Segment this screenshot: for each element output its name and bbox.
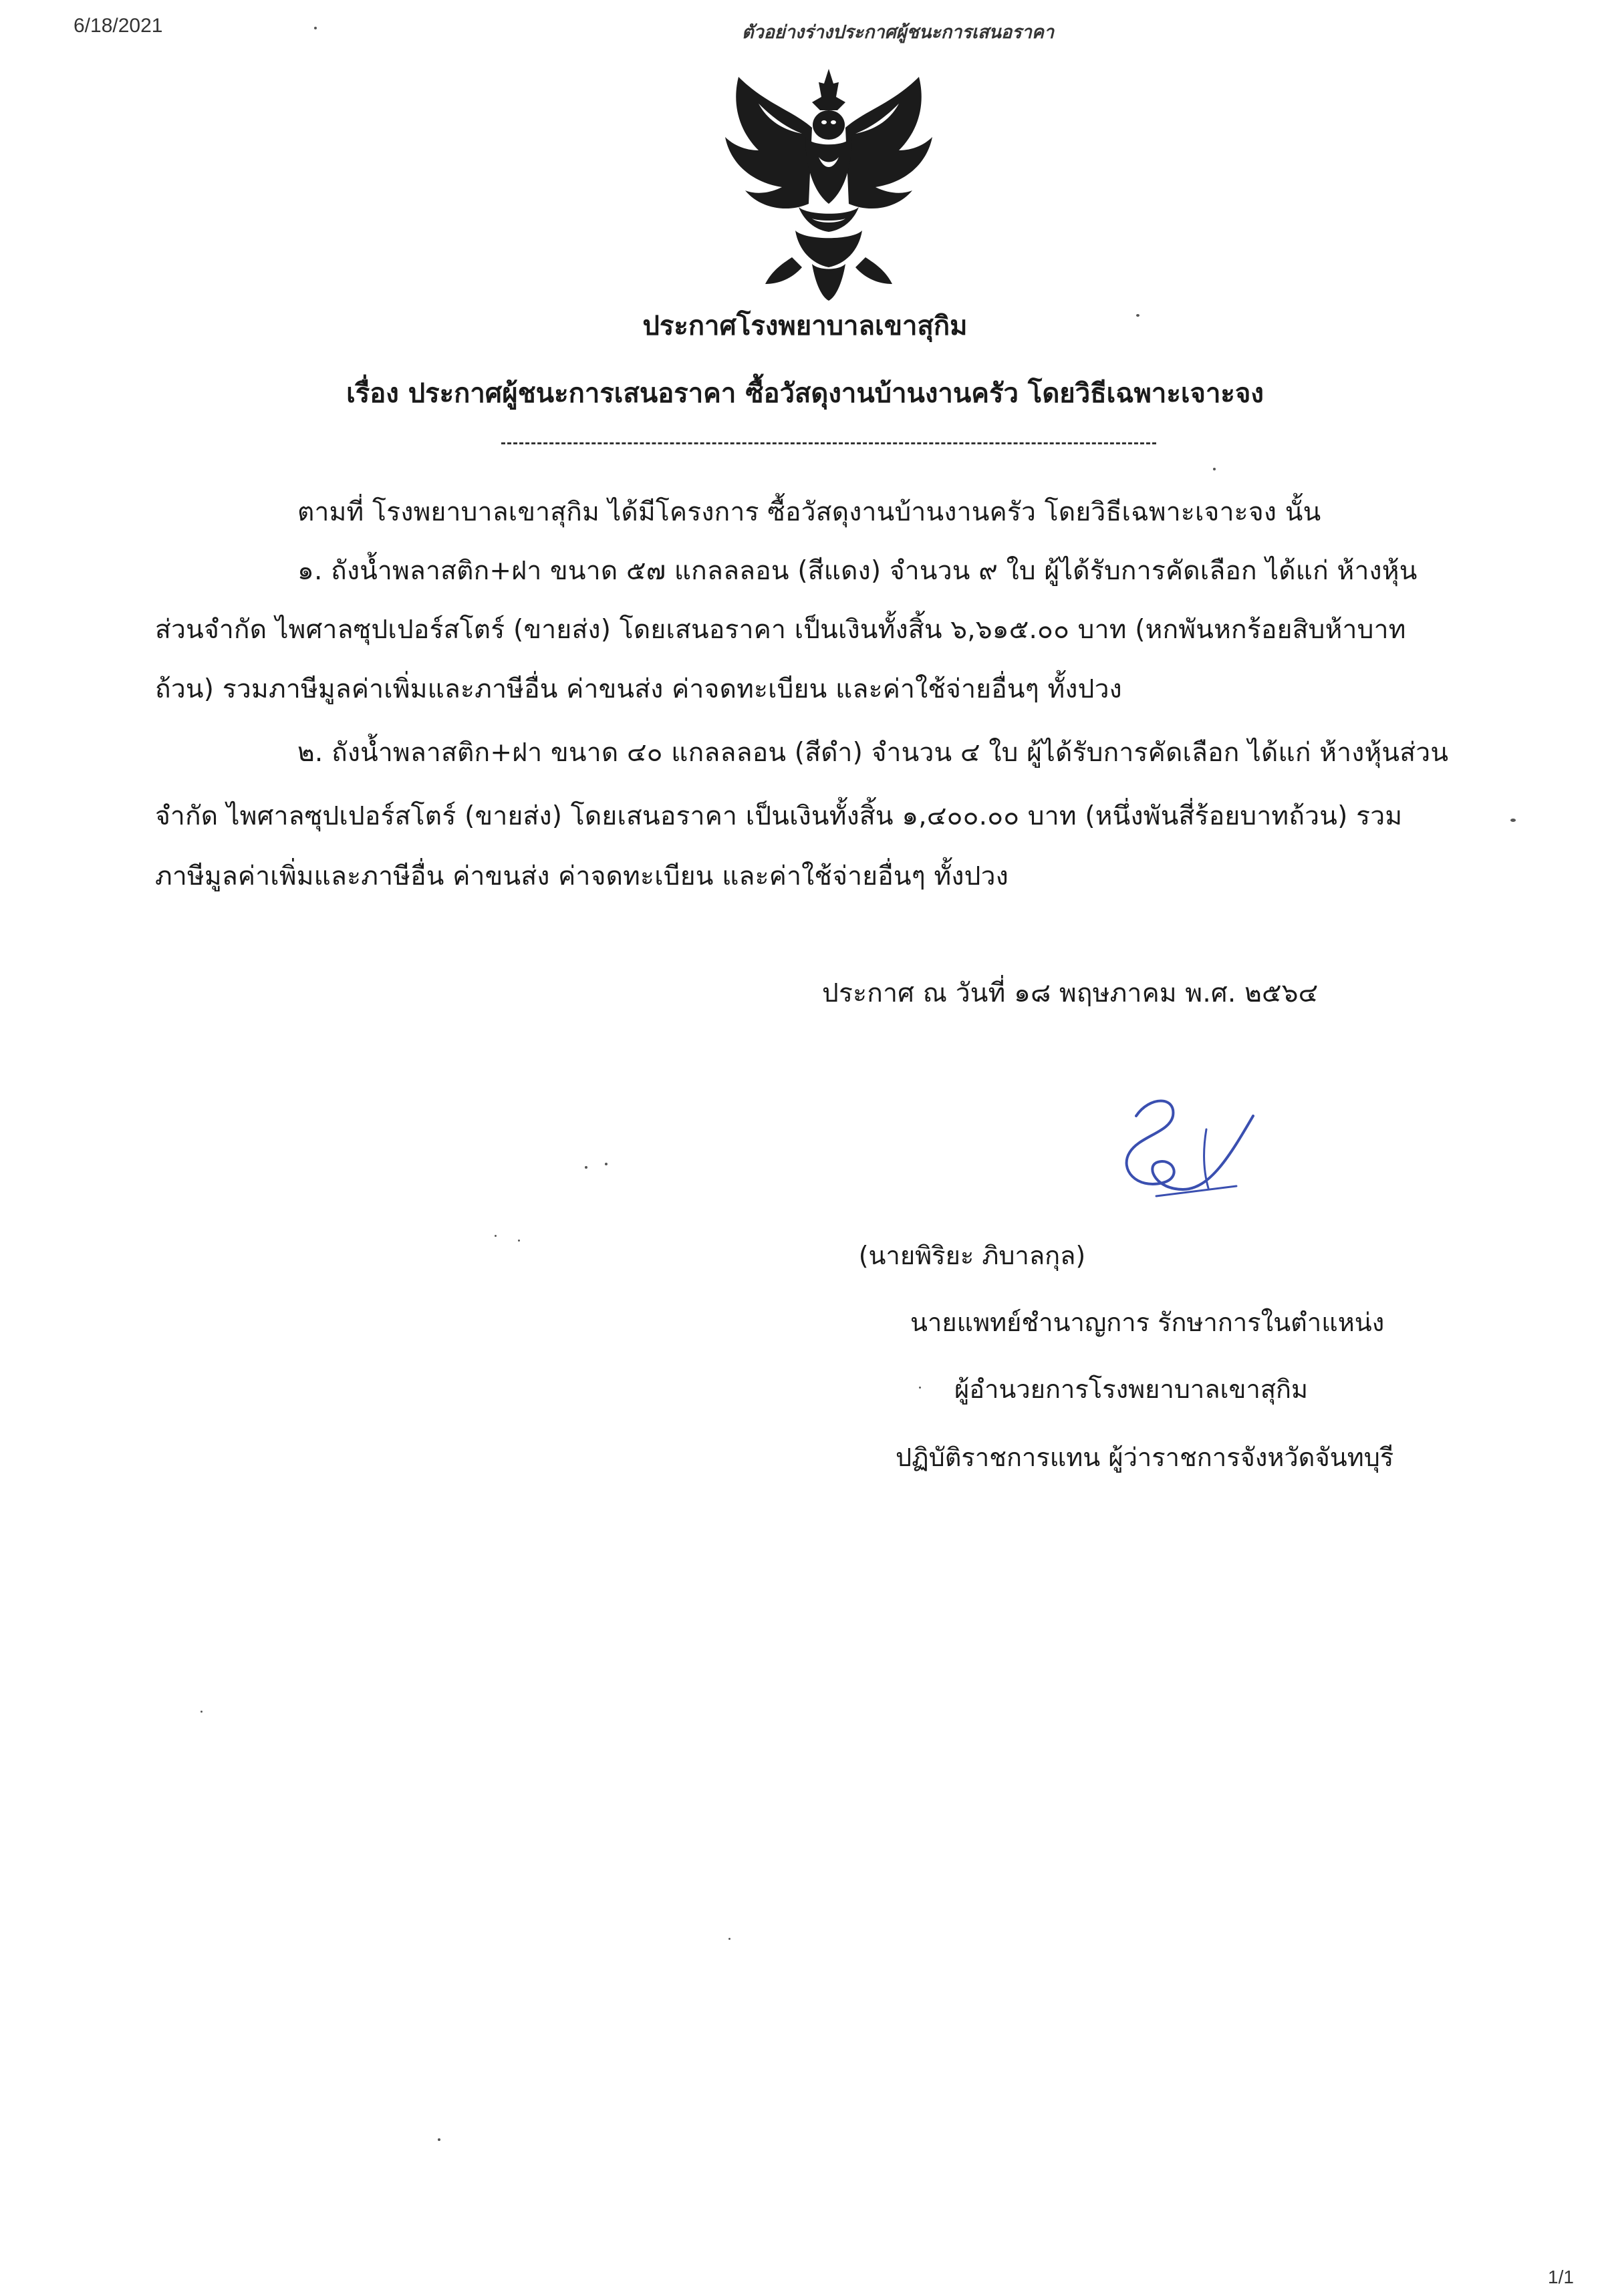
scan-speck <box>314 27 317 29</box>
announcement-subject: เรื่อง ประกาศผู้ชนะการเสนอราคา ซื้อวัสดุงานบ้านงานครัว โดยวิธีเฉพาะเจาะจง <box>346 378 1264 409</box>
scan-speck <box>200 1711 203 1713</box>
item2-line3: ภาษีมูลค่าเพิ่มและภาษีอื่น ค่าขนส่ง ค่าจดทะเบียน และค่าใช้จ่ายอื่นๆ ทั้งปวง <box>155 861 1009 891</box>
item1-line2: ส่วนจำกัด ไพศาลซุปเปอร์สโตร์ (ขายส่ง) โดยเสนอราคา เป็นเงินทั้งสิ้น ๖,๖๑๕.๐๐ บาท (หกพันหกร้อยสิบห้าบาท <box>155 615 1406 645</box>
announcement-heading: ประกาศโรงพยาบาลเขาสุกิม <box>642 311 968 341</box>
scan-speck <box>438 2138 440 2141</box>
scan-speck <box>919 1387 921 1389</box>
dashed-divider <box>501 442 1156 444</box>
signature-image <box>1109 1089 1263 1203</box>
item1-line1: ๑. ถังน้ำพลาสติก+ฝา ขนาด ๕๗ แกลลลอน (สีแดง) จำนวน ๙ ใบ ผู้ได้รับการคัดเลือก ได้แก่ ห้างหุ้น <box>297 556 1418 586</box>
scan-speck <box>1136 314 1139 317</box>
page-number: 1/1 <box>1548 2267 1574 2287</box>
signatory-name: (นายพิริยะ ภิบาลกุล) <box>858 1241 1086 1270</box>
scan-speck <box>1213 468 1216 470</box>
item1-line3: ถ้วน) รวมภาษีมูลค่าเพิ่มและภาษีอื่น ค่าขนส่ง ค่าจดทะเบียน และค่าใช้จ่ายอื่นๆ ทั้งปวง <box>155 674 1122 704</box>
announcement-date: ประกาศ ณ วันที่ ๑๘ พฤษภาคม พ.ศ. ๒๕๖๔ <box>822 978 1319 1008</box>
intro-paragraph: ตามที่ โรงพยาบาลเขาสุกิม ได้มีโครงการ ซื้อวัสดุงานบ้านงานครัว โดยวิธีเฉพาะเจาะจง นั้น <box>297 497 1321 527</box>
print-header-title: ตัวอย่างร่างประกาศผู้ชนะการเสนอราคา <box>742 22 1055 43</box>
scan-speck <box>1510 819 1516 822</box>
signatory-position-2: ผู้อำนวยการโรงพยาบาลเขาสุกิม <box>954 1375 1309 1404</box>
signatory-position-1: นายแพทย์ชำนาญการ รักษาการในตำแหน่ง <box>910 1308 1385 1337</box>
item2-line2: จำกัด ไพศาลซุปเปอร์สโตร์ (ขายส่ง) โดยเสนอราคา เป็นเงินทั้งสิ้น ๑,๔๐๐.๐๐ บาท (หนึ่งพันสี่ร้อยบาทถ้วน) รวม <box>155 801 1403 831</box>
print-date: 6/18/2021 <box>74 15 163 37</box>
item2-line1: ๒. ถังน้ำพลาสติก+ฝา ขนาด ๔๐ แกลลลอน (สีดำ) จำนวน ๔ ใบ ผู้ได้รับการคัดเลือก ได้แก่ ห้างหุ้นส่วน <box>297 738 1449 768</box>
scan-speck <box>585 1166 587 1169</box>
scan-speck <box>728 1938 730 1940</box>
scan-speck <box>605 1163 608 1165</box>
scan-speck <box>495 1235 497 1237</box>
garuda-emblem-icon <box>718 63 939 304</box>
signatory-position-3: ปฏิบัติราชการแทน ผู้ว่าราชการจังหวัดจันทบุรี <box>896 1443 1394 1472</box>
scan-speck <box>518 1240 520 1242</box>
